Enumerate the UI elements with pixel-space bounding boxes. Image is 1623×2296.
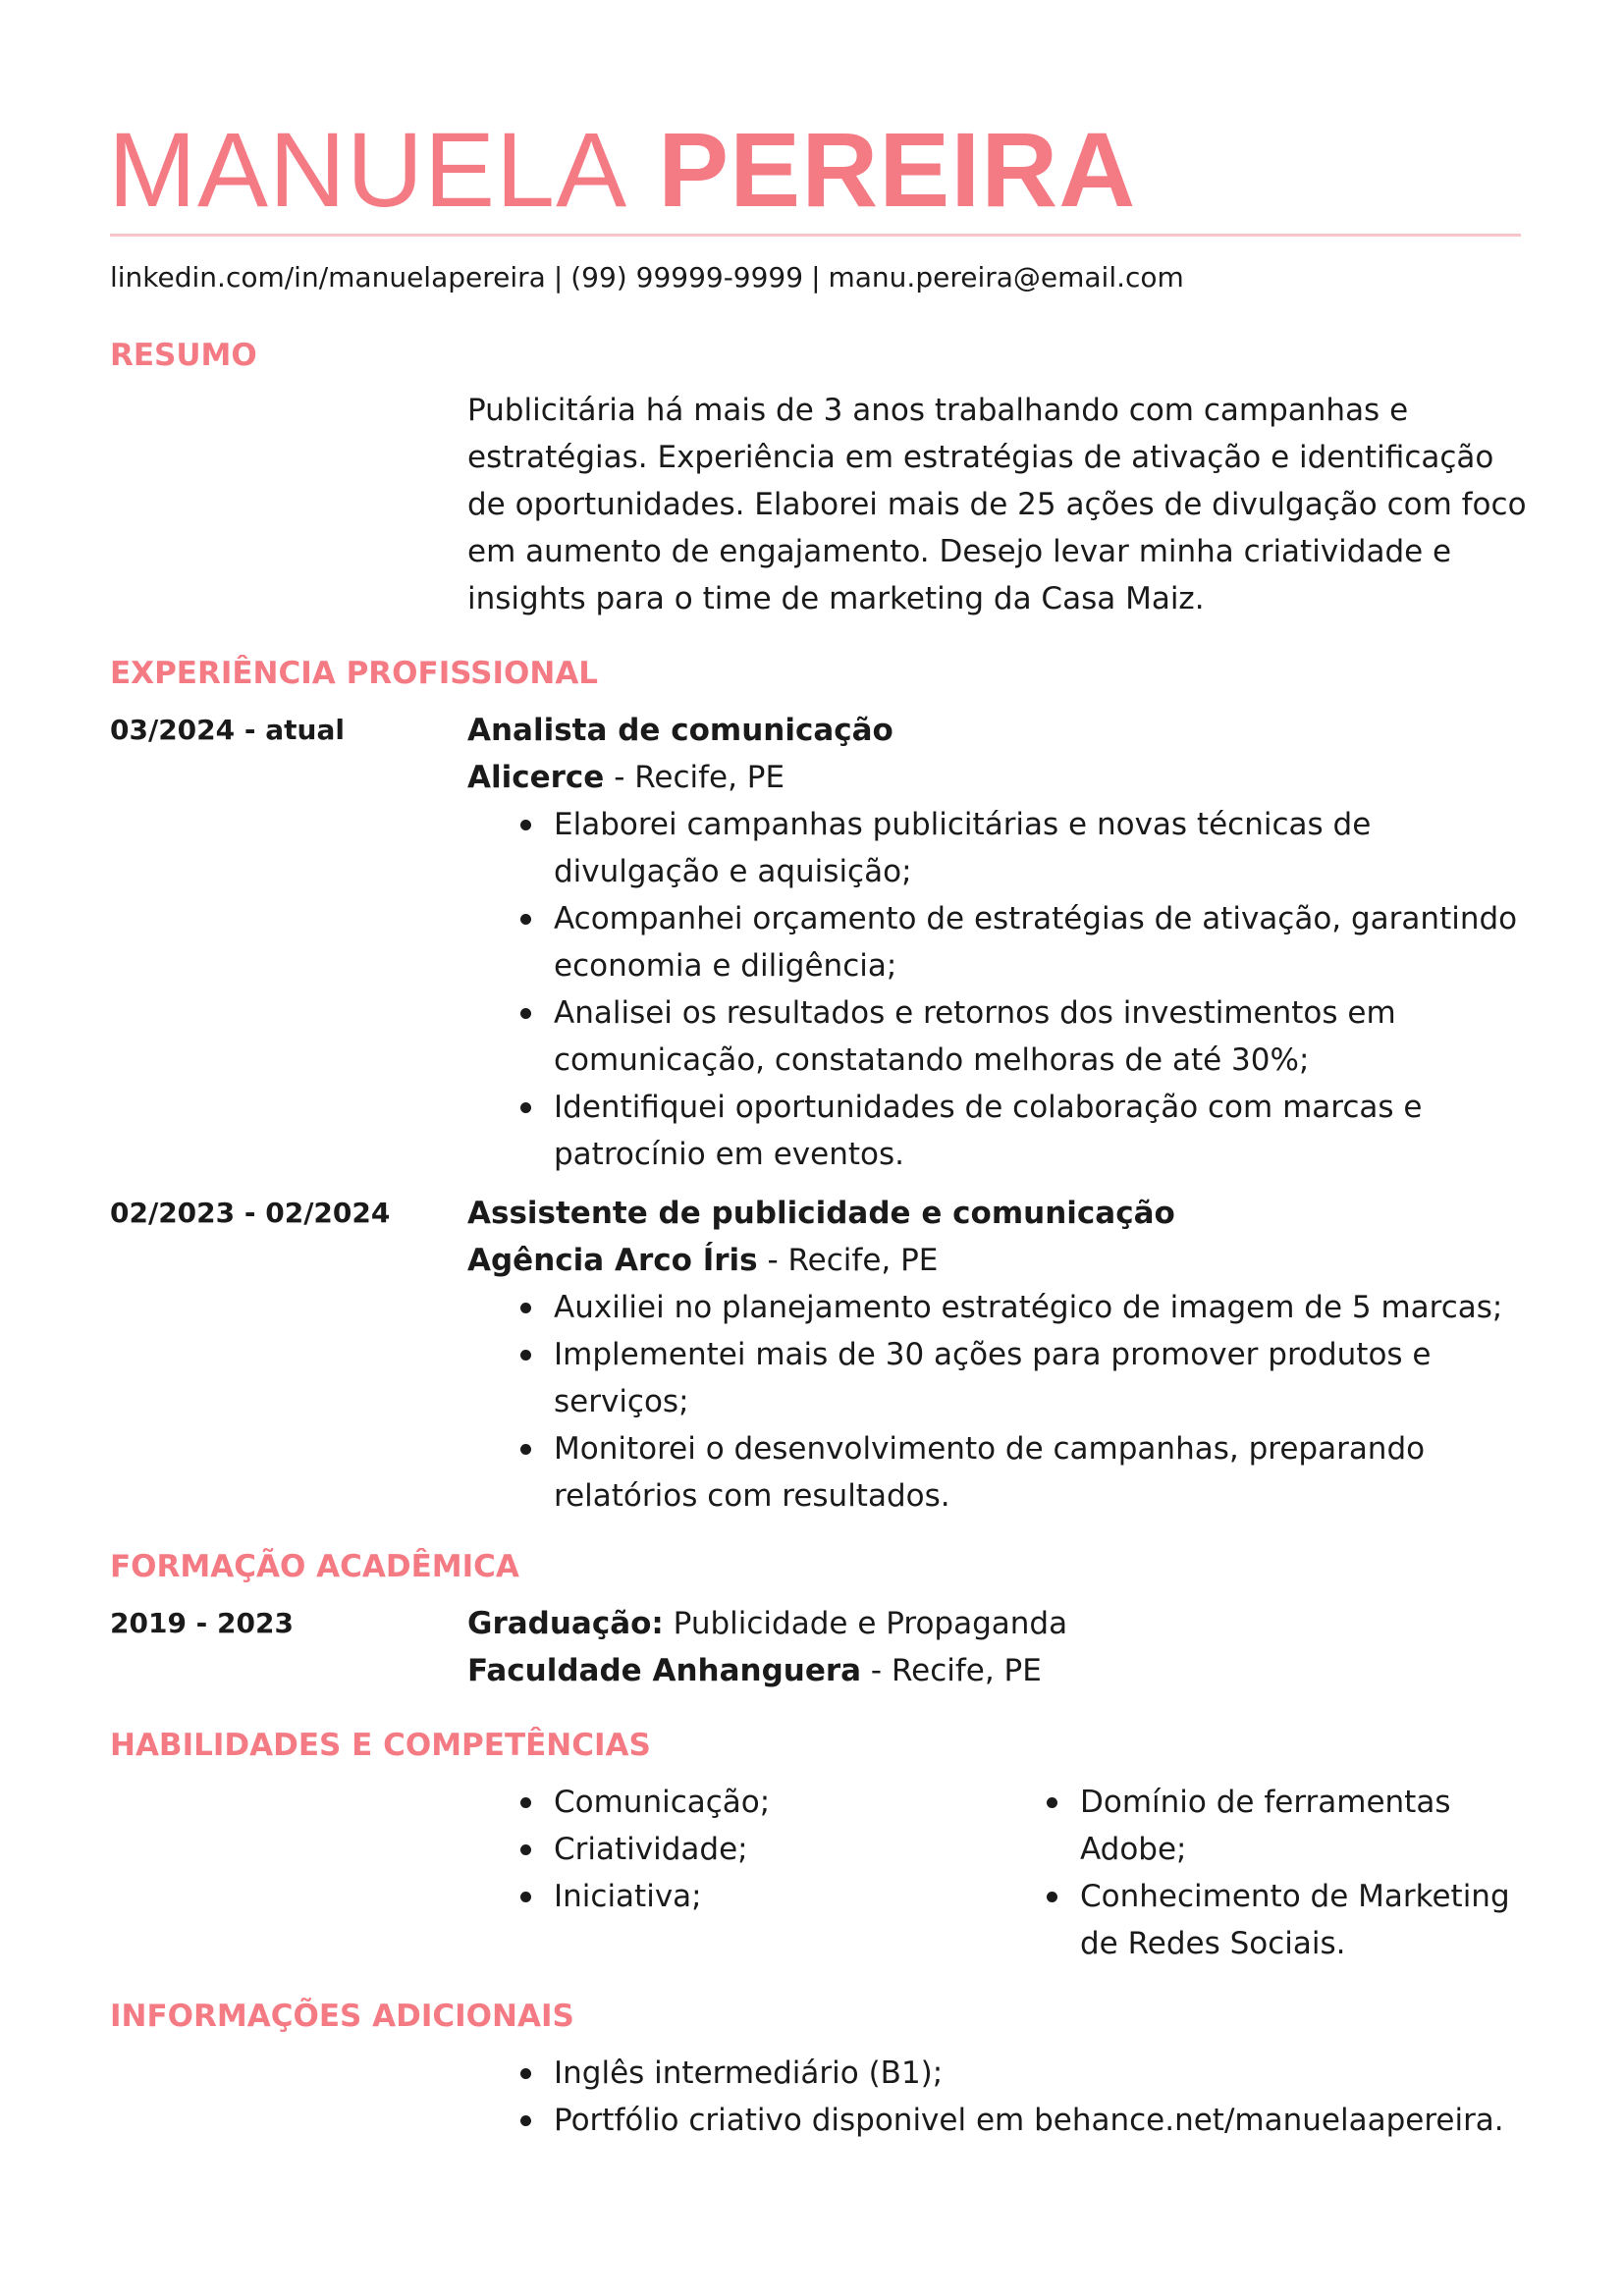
degree-name: Publicidade e Propaganda [663,1606,1068,1641]
candidate-name [108,106,1136,234]
separator: | [811,261,821,294]
separator: | [553,261,564,294]
education-degree-line [467,1600,1528,1647]
job-company-line [467,754,1528,801]
section-title-skills: HABILIDADES E COMPETÊNCIAS [110,1728,651,1763]
job-company: Alicerce [467,760,605,795]
job-location: - Recife, PE [604,760,785,795]
list-item: Identifiquei oportunidades de colaboração com marcas e patrocínio em eventos. [554,1084,1528,1178]
list-item: Acompanhei orçamento de estratégias de ativação, garantindo economia e diligência; [554,895,1528,989]
list-item: Inglês intermediário (B1); [554,2050,1528,2097]
education-entry [467,1600,1528,1694]
email-link[interactable]: manu.pereira@email.com [828,261,1184,294]
additional-info [467,2050,1528,2144]
school-name: Faculdade Anhanguera [467,1653,862,1688]
list-item: Elaborei campanhas publicitárias e novas técnicas de divulgação e aquisição; [554,801,1528,895]
list-item: Comunicação; [554,1779,958,1826]
job-bullets [467,801,1528,1178]
linkedin-link[interactable]: linkedin.com/in/manuelapereira [110,261,546,294]
list-item: Auxiliei no planejamento estratégico de imagem de 5 marcas; [554,1284,1528,1331]
first-name: MANUELA [108,110,628,229]
education-dates: 2019 - 2023 [110,1607,294,1639]
list-item: Implementei mais de 30 ações para promover produtos e serviços; [554,1331,1528,1425]
header-divider [110,234,1521,237]
phone-number: (99) 99999-9999 [570,261,804,294]
list-item: Domínio de ferramentas Adobe; [1080,1779,1529,1873]
summary-text: Publicitária há mais de 3 anos trabalhando com campanhas e estratégias. Experiência em estratégias de ativação e identificação de oportunidades. Elaborei mais de 25 ações de divulgação com foco em aumento de engajamento. Desejo levar minha criatividade e insights para o time de marketing da Casa Maiz. [467,393,1527,616]
job-company-line [467,1237,1528,1284]
section-title-education: FORMAÇÃO ACADÊMICA [110,1549,519,1584]
list-item: Analisei os resultados e retornos dos investimentos em comunicação, constatando melhoras de até 30%; [554,989,1528,1084]
list-item: Portfólio criativo disponivel em behance.net/manuelaapereira. [554,2097,1528,2144]
section-title-additional: INFORMAÇÕES ADICIONAIS [110,1999,574,2034]
school-location: - Recife, PE [861,1653,1042,1688]
job-role: Analista de comunicação [467,713,893,748]
job-dates: 03/2024 - atual [110,714,345,746]
section-title-summary: RESUMO [110,338,257,373]
job-dates: 02/2023 - 02/2024 [110,1197,391,1229]
list-item: Conhecimento de Marketing de Redes Sociais. [1080,1873,1529,1967]
education-school-line [467,1647,1528,1694]
degree-label: Graduação: [467,1606,664,1641]
skills-list [467,1779,958,1920]
list-item: Iniciativa; [554,1873,958,1920]
skills-list [994,1779,1529,1967]
list-item: Criatividade; [554,1826,958,1873]
job-entry [467,707,1528,1178]
last-name: PEREIRA [658,110,1137,229]
job-role: Assistente de publicidade e comunicação [467,1196,1175,1231]
skills-column-2 [994,1779,1529,1967]
contact-line [110,258,1184,297]
list-item: Monitorei o desenvolvimento de campanhas, preparando relatórios com resultados. [554,1425,1528,1520]
job-company: Agência Arco Íris [467,1243,758,1278]
section-title-experience: EXPERIÊNCIA PROFISSIONAL [110,656,599,691]
job-location: - Recife, PE [757,1243,939,1278]
skills-column-1 [467,1779,958,1920]
job-bullets [467,1284,1528,1520]
job-entry [467,1190,1528,1520]
additional-list [467,2050,1528,2144]
